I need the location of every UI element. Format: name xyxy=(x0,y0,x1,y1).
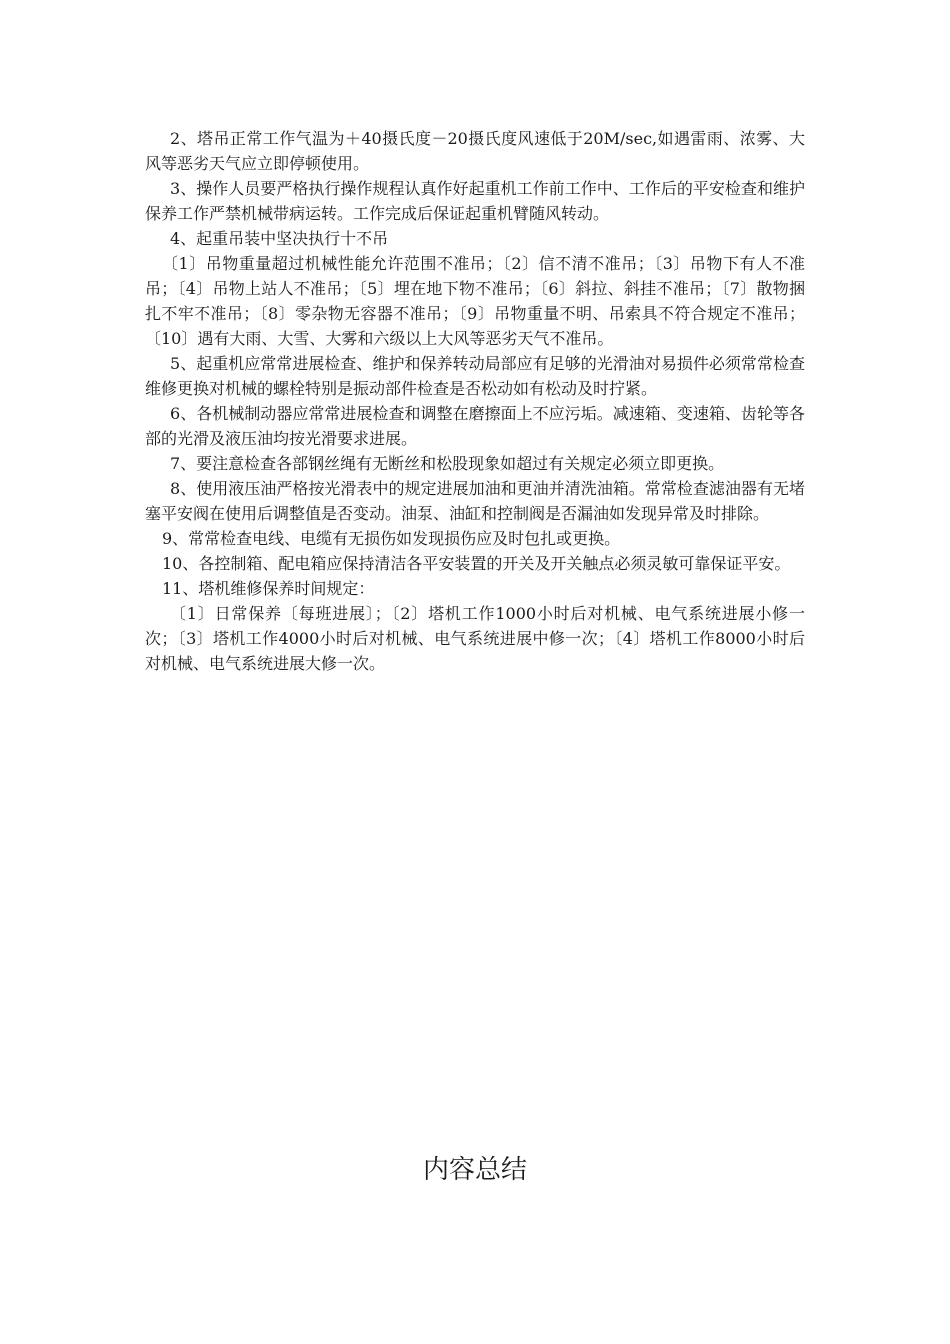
paragraph-4: 4、起重吊装中坚决执行十不吊 xyxy=(170,229,389,248)
summary-heading: 内容总结 xyxy=(422,1155,527,1185)
paragraph-5: 5、起重机应常常进展检查、维护和保养转动局部应有足够的光滑油对易损件必须常常检查维修更换对机械的螺栓特别是振动部件检查是否松动如有松动及时拧紧。 xyxy=(145,354,805,398)
paragraph-8: 8、使用液压油严格按光滑表中的规定进展加油和更油并清洗油箱。常常检查滤油器有无堵塞平安阀在使用后调整值是否变动。油泵、油缸和控制阀是否漏油如发现异常及时排除。 xyxy=(145,479,805,523)
paragraph-6: 6、各机械制动器应常常进展检查和调整在磨擦面上不应污垢。减速箱、变速箱、齿轮等各部的光滑及液压油均按光滑要求进展。 xyxy=(145,404,805,448)
paragraph-9: 9、常常检查电线、电缆有无损伤如发现损伤应及时包扎或更换。 xyxy=(162,529,621,548)
paragraph-3: 3、操作人员要严格执行操作规程认真作好起重机工作前工作中、工作后的平安检查和维护保养工作严禁机械带病运转。工作完成后保证起重机臂随风转动。 xyxy=(145,179,805,223)
paragraph-maintenance-schedule: 〔1〕日常保养〔每班进展〕；〔2〕塔机工作1000小时后对机械、电气系统进展小修一次；〔3〕塔机工作4000小时后对机械、电气系统进展中修一次；〔4〕塔机工作8000小时后对机械、电气系统进展大修一次。 xyxy=(145,604,805,673)
paragraph-11: 11、塔机维修保养时间规定： xyxy=(162,579,375,598)
paragraph-10: 10、各控制箱、配电箱应保持清洁各平安装置的开关及开关触点必须灵敏可靠保证平安。 xyxy=(162,554,791,573)
paragraph-7: 7、要注意检查各部钢丝绳有无断丝和松股现象如超过有关规定必须立即更换。 xyxy=(170,454,725,473)
paragraph-ten-rules: 〔1〕吊物重量超过机械性能允许范围不准吊；〔2〕信不清不准吊；〔3〕吊物下有人不准吊；〔4〕吊物上站人不准吊；〔5〕埋在地下物不准吊；〔6〕斜拉、斜挂不准吊；〔7〕散物捆扎不牢不准吊；〔8〕零杂物无容器不准吊；〔9〕吊物重量不明、吊索具不符合规定不准吊；〔10〕遇有大雨、大雪、大雾和六级以上大风等恶劣天气不准吊。 xyxy=(145,254,805,348)
document-body xyxy=(145,126,805,676)
paragraph-2: 2、塔吊正常工作气温为＋40摄氏度－20摄氏度风速低于20M/sec,如遇雷雨、浓雾、大风等恶劣天气应立即停顿使用。 xyxy=(145,129,805,173)
